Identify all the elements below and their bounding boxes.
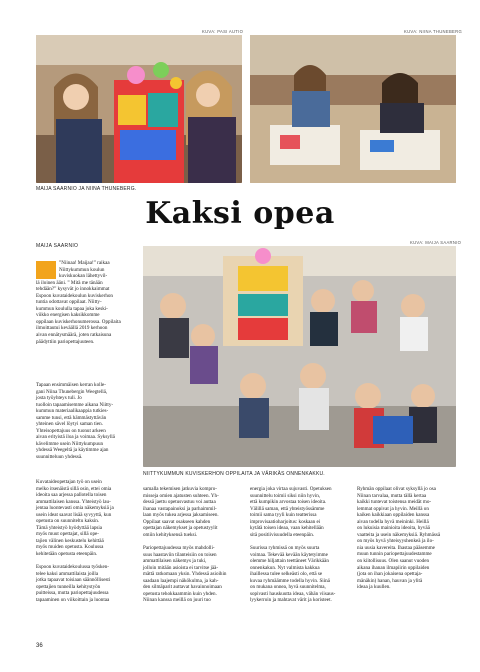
photo-teachers-with-cake <box>36 35 242 183</box>
text-line: ihaillessa tulee selkeästi olo, että se <box>250 571 323 578</box>
photo-credit-middle-right: KUVA: MAIJA SAARNIO <box>410 240 462 245</box>
article-column-2 <box>143 486 243 604</box>
photo-credit-top-left: KUVA: PASI AUTIO <box>202 29 244 34</box>
text-line: Ryhmän oppilaat olivat syksyllä jo osa <box>357 486 436 492</box>
text-line: mättä ratkomaan yksin. Yhdessä asioihin <box>143 571 227 578</box>
text-line: aivan todella hyvä meininki. Heillä <box>357 518 429 525</box>
text-line: jolloin mitään asioista ei tarvitse jää- <box>143 564 219 571</box>
text-line: opetusta on suunniteltu kaksin. <box>36 518 100 525</box>
text-line: jotka tapaavat toisiaan säännöllisesti <box>36 577 111 584</box>
text-line: yhdessä Weegeltä ja käytimme ajan <box>36 447 109 454</box>
text-line: kävelimme usein Niittykumpuun <box>36 440 104 447</box>
text-line: omiin kehityksensä tueksi. <box>143 531 198 538</box>
text-line: onnenkakun. Nyt valmista kakkua <box>250 564 320 571</box>
text-line: myös muut opettajat, sillä ope- <box>36 531 99 538</box>
text-line: puitteissa, mutta pariopettajuudessa <box>36 590 109 597</box>
text-line: ammattilaisen kanssa. Yhteistyö lau- <box>36 498 111 505</box>
intro-line: viikko energisen kaksikkomme <box>36 312 100 319</box>
text-line: josta työyhteys tuli. Jo <box>36 395 82 402</box>
text-line: mänäkin) hanan, hauvan ja ylitä <box>357 577 423 584</box>
text-line: ihanaa vastapainoksi ja parhaimmil- <box>143 505 217 512</box>
text-line: kytätä toisen ideaa, vaan kehitellään <box>250 525 324 532</box>
text-line: lemmat oppivat ja hyvin. Meillä on <box>357 505 429 512</box>
text-line: telee kaksi ammattilaista joilla <box>36 570 99 577</box>
page-number: 36 <box>36 643 43 649</box>
text-line: aivan erityistä iloa ja voimaa. Syksyllä <box>36 434 115 441</box>
dropcap-decoration <box>36 261 56 279</box>
text-line: kummun materiaalikaappia tutkies- <box>36 408 109 415</box>
text-line: on myös hyvä yhteisyyshenkeä ja ilo- <box>357 538 434 545</box>
text-line: ideaa ja kuullen. <box>357 584 391 591</box>
text-line: sitä positiivisuudella eteenpäin. <box>250 531 315 538</box>
paragraph <box>36 564 132 603</box>
text-line: Niinan tarvalaa, mutta tällä kertaa <box>357 492 427 499</box>
text-line: aikana ihanan ilmapiirin oppilaiden <box>357 564 430 571</box>
intro-line: kuviskuokan lähettyvil- <box>59 273 108 280</box>
article-author: MAIJA SAARNIO <box>36 243 79 249</box>
photo-caption-big: NIITTYKUMMUN KUVISKERHON OPPILAITA JA VÄRIKÄS ONNENKAKKU. <box>143 471 325 477</box>
class-photo-illustration <box>143 246 456 467</box>
text-line: samme tunsi, että hämmästyttävän <box>36 414 107 421</box>
text-line: toimii sama tyyli kuin teatterissa <box>250 512 317 519</box>
text-line: den silmäparit auttavat havainnoimaan <box>143 584 222 591</box>
text-line: tapaaminen on viikoittain ja luontaa <box>36 596 110 603</box>
paragraph <box>143 486 243 538</box>
paragraph <box>250 545 350 604</box>
text-line: suunnittelu toimii siksi niin hyvin, <box>250 492 321 499</box>
article-column-1-top <box>36 260 132 345</box>
text-line: saadaan laajempi näkökulma, ja kah- <box>143 577 219 584</box>
text-line: Niinan kanssa meillä on juuri tuo <box>143 597 211 604</box>
text-line: nia uusia kavereita. Ihastaa pääsemme <box>357 544 435 551</box>
text-line: suus haastaviin tilanteisiin on toisen <box>143 551 217 558</box>
text-line: Välillä saman, että yhteistyössämme <box>250 505 325 512</box>
photo-class-with-cake <box>143 246 456 467</box>
text-line: laan myös tukea arjessa jaksamiseen. <box>143 512 219 519</box>
text-line: on kiitollisuus. Olen saanut vuoden <box>357 558 430 565</box>
text-line: opettajan näkemykset ja opetustyylit <box>143 525 218 532</box>
text-line: muun tunnin pariopettajuudestamme <box>357 551 432 558</box>
text-line: dessä jaettu opetusvastuu voi auttaa <box>143 499 216 506</box>
paragraph <box>250 486 350 538</box>
text-line: (jota on ihan jokaisena opettaja- <box>357 571 423 578</box>
intro-line: ”Niinaa! Maijaa!” raikaa <box>59 260 110 266</box>
intro-line: tuntia odottavat oppilaat. Niitty- <box>36 299 102 306</box>
photo-children-drawing <box>250 35 456 183</box>
children-drawing-illustration <box>250 35 456 183</box>
text-line: Suurissa ryhmissä on myös suurta <box>250 544 320 551</box>
text-line: opettajien tunneilla kehitystyön <box>36 583 101 590</box>
text-line: usein ideat saavat lisää syvyyttä, kun <box>36 511 112 518</box>
intro-line: tehdään?” kysyvät jo innokkaimmat <box>36 286 110 293</box>
text-line: kaikki tuntevat toistensa meidät mo- <box>357 499 432 506</box>
text-line: voimaa. Tekevää kevään käytetyimme <box>250 551 328 558</box>
article-column-4 <box>357 486 457 591</box>
intro-line: päädyttiin pariopettajuuteen. <box>36 338 95 345</box>
text-line: kuvaa ryhmäämme todella hyvin. Siinä <box>250 577 330 584</box>
article-column-1-middle <box>36 382 132 461</box>
text-line: lyykerroin ja mahtavat värit ja koristeet. <box>250 597 332 604</box>
intro-paragraph <box>36 260 132 345</box>
text-line: Oppilaat saavat osakseen kahden <box>143 518 211 525</box>
text-line: kehitetään opetusta eteenpäin. <box>36 551 98 558</box>
text-line: ideoita saa arjessa pallotella toisen <box>36 492 107 499</box>
text-line: tajien välinen keskustelu kehittää <box>36 537 104 544</box>
paragraph <box>357 486 457 591</box>
paragraph <box>143 545 243 604</box>
text-line: sopivasti hauskuutta ideaa, vähän viisaus- <box>250 590 336 597</box>
text-line: gani Niina Thunebergin Weegtellä, <box>36 388 108 395</box>
intro-line: Espoon kuvataidekoulun kuviskerhon <box>36 292 113 299</box>
photo-credit-top-right: KUVA: NIINA THUNEBERG <box>404 29 463 34</box>
text-line: Pariopettajuudessa myös mahdolli- <box>143 544 215 551</box>
paragraph <box>36 382 132 461</box>
text-line: melko itsenäistä sillä osin, ettei omia <box>36 485 112 492</box>
intro-line: kummun koululla tapaa joka keski- <box>36 305 108 312</box>
text-line: myös muiden opetusta. Koulussa <box>36 544 104 551</box>
text-line: vaatteita ja usein näkemyksiä. Ryhmässä <box>357 531 441 538</box>
intro-line: ilmoittautui keväällä 2019 kerhoon <box>36 325 108 332</box>
text-line: ammattilaisen näkemys ja tuki, <box>143 558 207 565</box>
text-line: että kumpikin arvostaa toisen ideoita. <box>250 499 327 506</box>
paragraph <box>36 479 132 558</box>
article-column-3 <box>250 486 350 604</box>
text-line: Tämä yhteistyö hyödyttää lapsia <box>36 524 103 531</box>
text-line: Tapaan ensimmäisen kerran kolle- <box>36 382 106 388</box>
text-line: samalla tekemisen jatkuvia kompro- <box>143 486 217 492</box>
text-line: energia joka virtaa sujuvasti. Opetuksen <box>250 486 332 492</box>
text-line: kaiken kaikkiaan oppilaiden kanssa <box>357 512 430 519</box>
text-line: olemme hiljattain teettäneet Värikkään <box>250 558 329 565</box>
text-line: improvisaatioharjoitus: koskaan ei <box>250 518 321 525</box>
text-line: tuolloin tapaamisemme aikana Niitty- <box>36 401 114 408</box>
photo-caption-top-left: MAIJA SAARNIO JA NIINA THUNEBERG. <box>36 186 137 192</box>
teachers-photo-illustration <box>36 35 242 183</box>
intro-line: Niittykummun koulun <box>59 266 105 273</box>
text-line: jentaa luontevasti omia näkemyksiä ja <box>36 505 114 512</box>
text-line: suunnitteluun yhdessä. <box>36 454 83 461</box>
article-title: Kaksi opea <box>145 196 335 231</box>
text-line: on lukuisia mainioita ideoita, hyvää <box>357 525 430 532</box>
intro-line: aivan ennätysmäärä, joten ratkaisuna <box>36 332 112 339</box>
text-line: Kuvataideopettajan työ on usein <box>36 479 102 485</box>
text-line: misseja omien ajatusten suhteen. Yh- <box>143 492 219 499</box>
text-line: Yhteisopettajuus on tuonut arkeen <box>36 427 106 434</box>
text-line: opetusta tehokkaammin kuin yhden. <box>143 590 217 597</box>
text-line: yhteinen sävel löytyi saman tien. <box>36 421 103 428</box>
intro-line: lä iloinen ääni. ” Mitä me tänään <box>36 279 103 286</box>
text-line: Espoon kuvataidekoulussa työsken- <box>36 564 109 571</box>
intro-line: oppilaan kuviskerhonumerossa. Oppilaita <box>36 318 121 325</box>
text-line: on mukana onnea, hyvä suunnitelma, <box>250 584 326 591</box>
article-column-1-bottom <box>36 479 132 603</box>
